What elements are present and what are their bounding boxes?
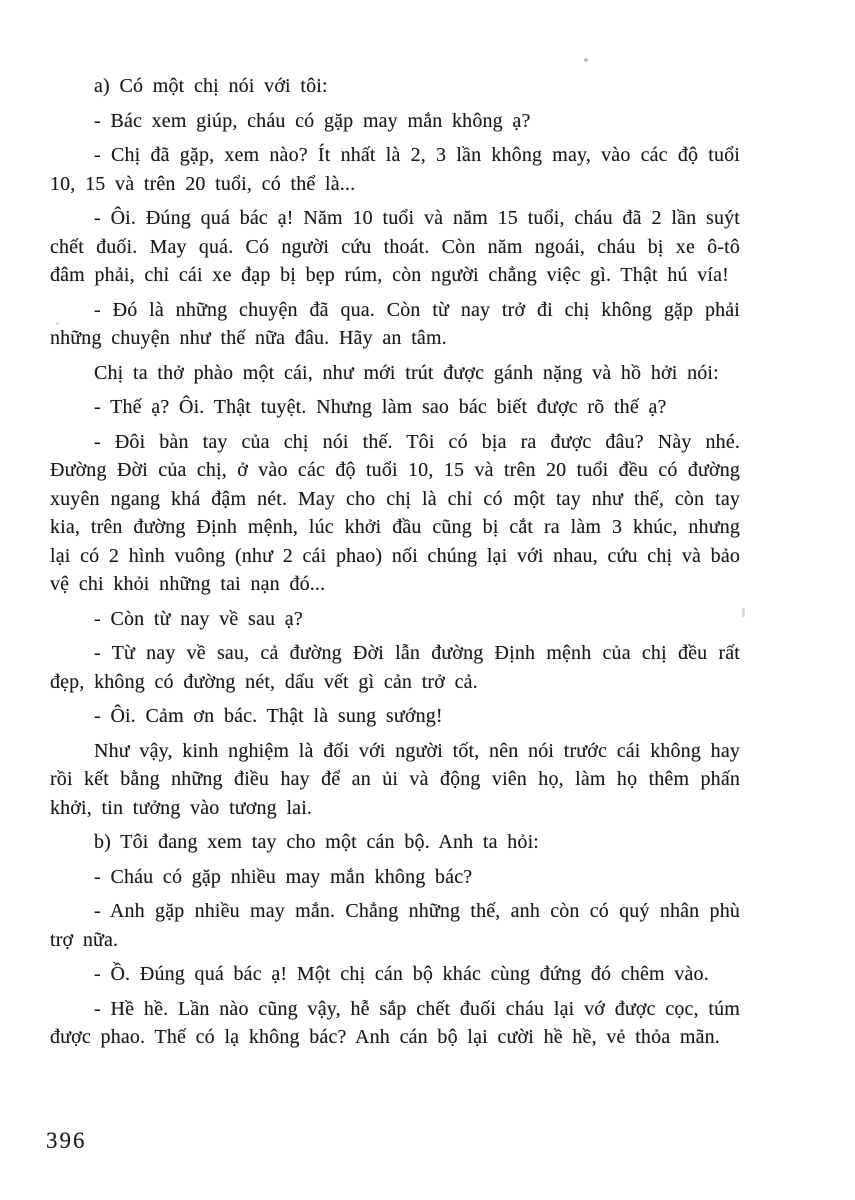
paragraph: - Đôi bàn tay của chị nói thế. Tôi có bịa ra được đâu? Này nhé. Đường Đời của chị, ở vào các độ tuổi 10, 15 và trên 20 tuổi đều có đường xuyên ngang khá đậm nét. May cho chị là chỉ có một tay như thế, còn tay kia, trên đường Định mệnh, lúc khởi đầu cũng bị cắt ra làm 3 khúc, nhưng lại có 2 hình vuông (như 2 cái phao) nối chúng lại với nhau, cứu chị và bảo vệ chi khỏi những tai nạn đó... xyxy=(50,430,740,595)
paragraph: - Từ nay về sau, cả đường Đời lẫn đường Định mệnh của chị đều rất đẹp, không có đường nét, dấu vết gì cản trở cả. xyxy=(50,642,740,693)
paragraph: - Ồ. Đúng quá bác ạ! Một chị cán bộ khác cùng đứng đó chêm vào. xyxy=(94,963,709,985)
scan-speck xyxy=(584,58,588,62)
paragraph: - Cháu có gặp nhiều may mắn không bác? xyxy=(94,865,473,888)
paragraph: Chị ta thở phào một cái, như mới trút được gánh nặng và hồ hởi nói: xyxy=(94,361,719,384)
paragraph: a) Có một chị nói với tôi: xyxy=(94,75,328,97)
scan-speck xyxy=(56,322,59,325)
page-text-block xyxy=(50,72,740,1058)
paragraph: - Ôi. Cảm ơn bác. Thật là sung sướng! xyxy=(94,705,443,727)
page-number: 396 xyxy=(46,1128,87,1153)
paragraph: Như vậy, kinh nghiệm là đối với người tốt, nên nói trước cái không hay rồi kết bằng những điều hay để an ủi và động viên họ, làm họ thêm phấn khởi, tin tưởng vào tương lai. xyxy=(50,739,740,819)
scan-speck xyxy=(742,608,745,617)
paragraph: - Đó là những chuyện đã qua. Còn từ nay trở đi chị không gặp phải những chuyện như thế nữa đâu. Hãy an tâm. xyxy=(50,298,740,349)
paragraph: - Còn từ nay về sau ạ? xyxy=(94,607,303,630)
paragraph: - Ôi. Đúng quá bác ạ! Năm 10 tuổi và năm 15 tuổi, cháu đã 2 lần suýt chết đuối. May quá. Có người cứu thoát. Còn năm ngoái, cháu bị xe ô-tô đâm phải, chỉ cái xe đạp bị bẹp rúm, còn người chẳng việc gì. Thật hú vía! xyxy=(50,207,740,286)
paragraph: b) Tôi đang xem tay cho một cán bộ. Anh ta hỏi: xyxy=(94,831,539,853)
paragraph: - Thế ạ? Ôi. Thật tuyệt. Nhưng làm sao bác biết được rõ thế ạ? xyxy=(94,396,667,418)
paragraph: - Anh gặp nhiều may mắn. Chẳng những thế, anh còn có quý nhân phù trợ nữa. xyxy=(50,900,740,951)
paragraph: - Chị đã gặp, xem nào? Ít nhất là 2, 3 lần không may, vào các độ tuổi 10, 15 và trên 20 tuổi, có thể là... xyxy=(50,144,740,195)
paragraph: - Hề hề. Lần nào cũng vậy, hễ sắp chết đuối cháu lại vớ được cọc, túm được phao. Thế có lạ không bác? Anh cán bộ lại cười hề hề, vẻ thỏa mãn. xyxy=(50,997,740,1048)
paragraph: - Bác xem giúp, cháu có gặp may mắn không ạ? xyxy=(94,109,531,132)
